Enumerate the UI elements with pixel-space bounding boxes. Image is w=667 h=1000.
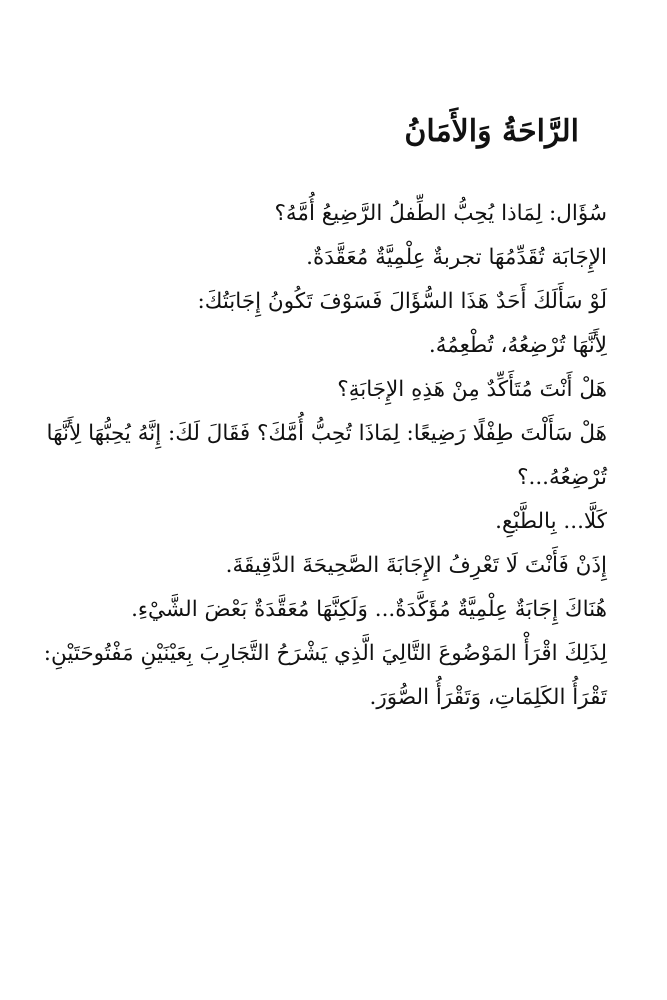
paragraph-of-course-not: كَلَّا... بِالطَّبْعِ. bbox=[495, 509, 607, 534]
paragraph-answer-intro: الإِجَابَة تُقَدِّمُهَا تجربةٌ عِلْمِيَّةٌ مُعَقَّدَةٌ. bbox=[306, 245, 607, 270]
paragraph-read-words-images: تَقْرَأُ الكَلِمَاتِ، وَتَقْرَأُ الصُّوَرَ. bbox=[369, 685, 607, 710]
paragraph-asked-baby: هَلْ سَأَلْتَ طِفْلًا رَضِيعًا: لِمَاذَا تُحِبُّ أُمَّكَ؟ فَقَالَ لَكَ: إِنَّهُ يُحِبُّهَا لِأَنَّهَا تُرْضِعُهُ...؟ bbox=[46, 421, 607, 490]
paragraph-you-dont-know: إِذَنْ فَأَنْتَ لَا تَعْرِفُ الإِجَابَةَ الصَّحِيحَةَ الدَّقِيقَةَ. bbox=[225, 553, 607, 578]
paragraph-are-you-sure: هَلْ أَنْتَ مُتَأَكِّدٌ مِنْ هَذِهِ الإِجَابَةِ؟ bbox=[337, 377, 607, 402]
paragraph-because: لِأَنَّهَا تُرْضِعُهُ، تُطْعِمُهُ. bbox=[428, 333, 607, 358]
article-body bbox=[40, 192, 607, 720]
paragraph-read-topic: لِذَلِكَ اقْرَأْ المَوْضُوعَ التَّالِيَ الَّذِي يَشْرَحُ التَّجَارِبَ بِعَيْنَيْنِ مَفْتُوحَتَيْنِ: bbox=[43, 641, 607, 666]
paragraph-if-asked: لَوْ سَأَلَكَ أَحَدٌ هَذَا السُّؤَالَ فَسَوْفَ تَكُونُ إِجَابَتُكَ: bbox=[197, 289, 607, 314]
page-title: الرَّاحَةُ وَالأَمَانُ bbox=[404, 114, 579, 149]
paragraph-question: سُؤَال: لِمَاذا يُحِبُّ الطِّفلُ الرَّضِيعُ أُمَّهُ؟ bbox=[274, 201, 607, 226]
paragraph-scientific-answer: هُنَاكَ إِجَابَةٌ عِلْمِيَّةٌ مُؤَكَّدَةٌ... وَلَكِنَّهَا مُعَقَّدَةٌ بَعْضَ الشَّيْءِ. bbox=[131, 597, 607, 622]
